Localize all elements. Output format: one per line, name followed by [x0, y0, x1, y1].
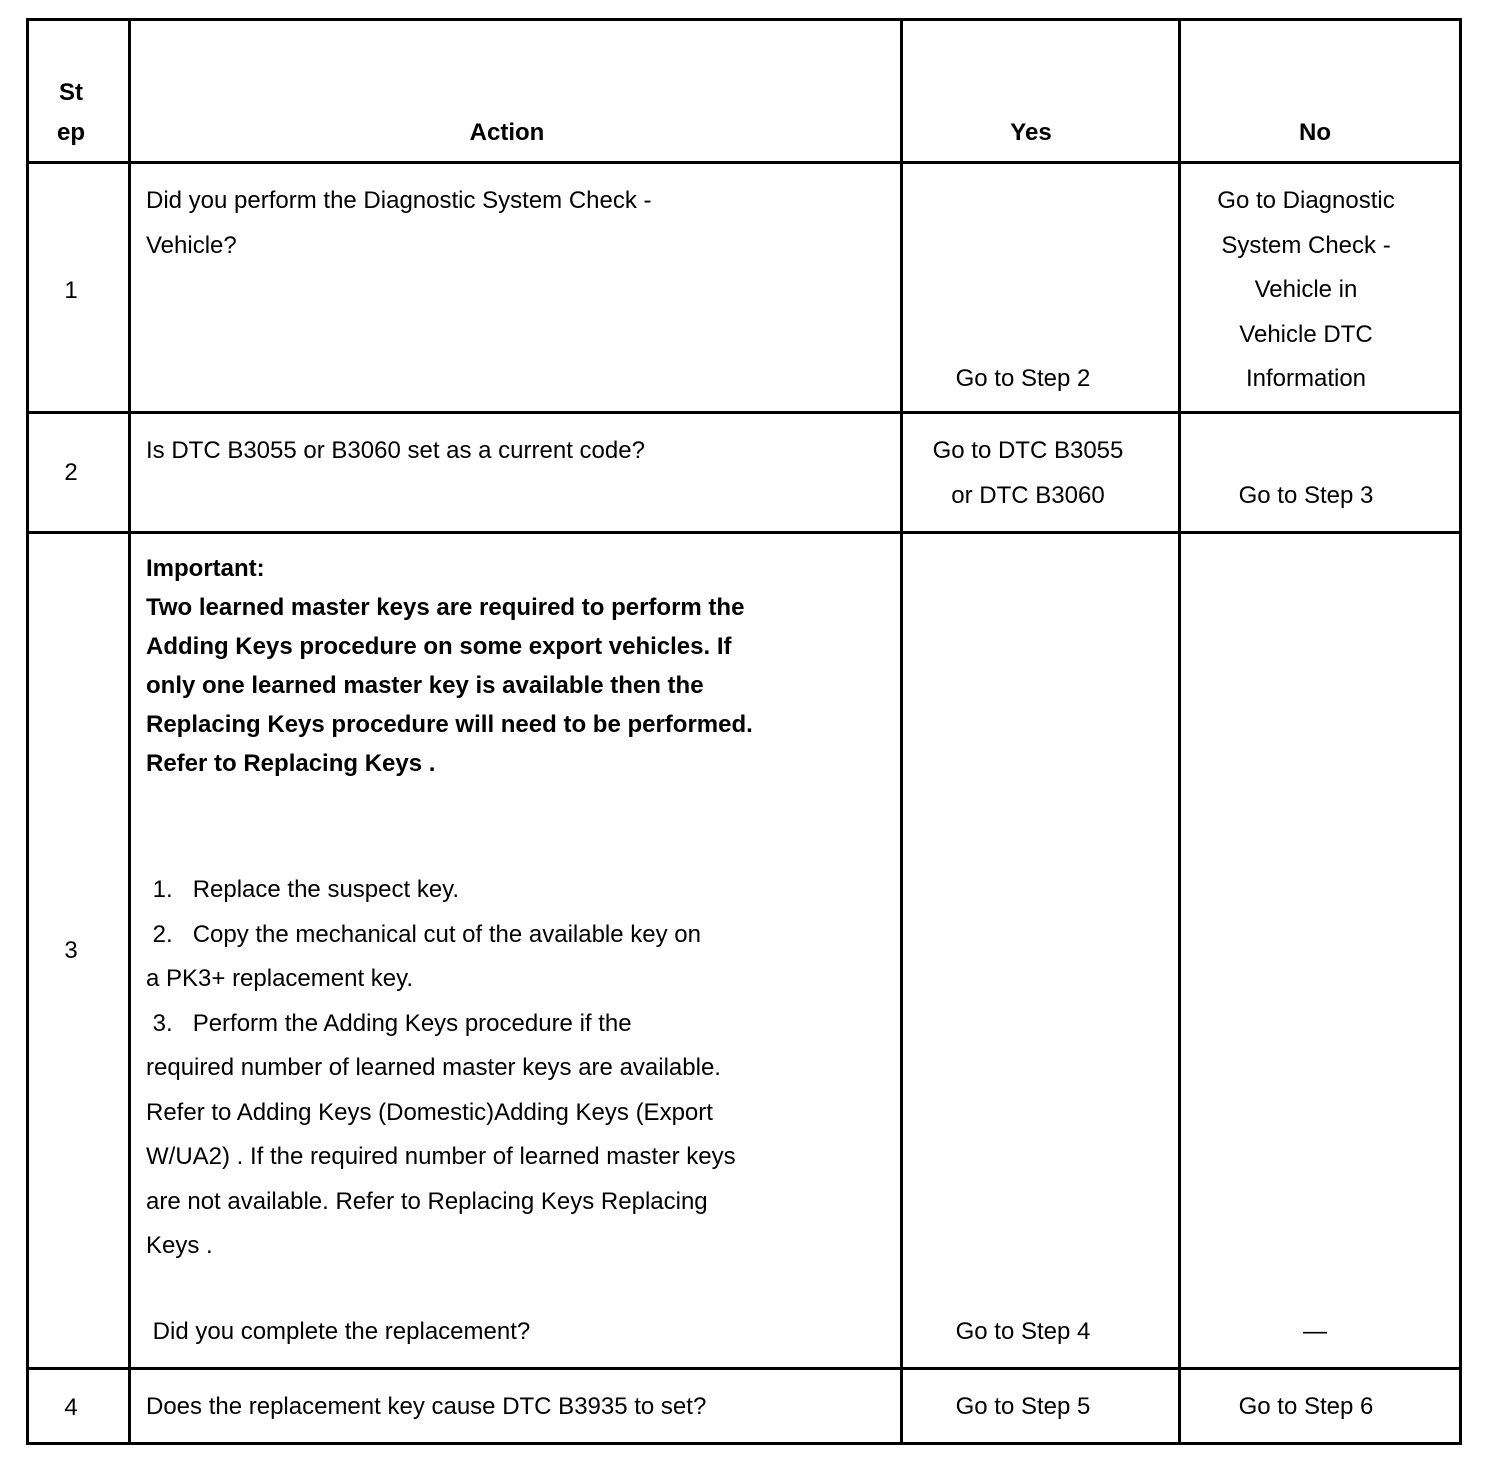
table-border-top	[26, 18, 1462, 21]
row1-step: 1	[64, 277, 78, 304]
row2-step: 2	[64, 459, 78, 486]
row4-yes: Go to Step 5	[955, 1393, 1091, 1420]
row3-important-note: Important: Two learned master keys are required to perform the Adding Keys procedure on some export vehicles. If only one learned master key is available then the Replacing Keys procedure will need to be performed. Refer to Replacing Keys .	[146, 555, 753, 777]
table-rule-header	[26, 161, 1462, 164]
table-rule-row3	[26, 1367, 1462, 1370]
header-no: No	[1299, 119, 1331, 146]
row1-action: Did you perform the Diagnostic System Check - Vehicle?	[146, 187, 652, 259]
row4-action: Does the replacement key cause DTC B3935 to set?	[146, 1393, 707, 1420]
header-action: Action	[469, 119, 545, 146]
table-border-left	[26, 18, 29, 1445]
header-yes: Yes	[1010, 119, 1052, 146]
row4-step: 4	[64, 1394, 78, 1421]
row1-no: Go to Diagnostic System Check - Vehicle in Vehicle DTC Information	[1217, 187, 1395, 392]
row3-procedure: 1. Replace the suspect key. 2. Copy the mechanical cut of the available key on a PK3+ replacement key. 3. Perform the Adding Keys procedure if the required number of learned master keys are available. Refer to Adding Keys (Domestic)Adding Keys (Export W/UA2) . If the required number of learned master keys are not available. Refer to Replacing Keys Replacing Keys .	[146, 876, 736, 1259]
table-rule-row2	[26, 531, 1462, 534]
row3-yes: Go to Step 4	[955, 1318, 1091, 1345]
row3-step: 3	[64, 937, 78, 964]
table-border-bottom	[26, 1442, 1462, 1445]
header-step: St ep	[56, 79, 85, 146]
row1-yes: Go to Step 2	[955, 365, 1091, 392]
diagnostic-table	[26, 18, 1462, 1445]
row2-yes: Go to DTC B3055 or DTC B3060	[932, 437, 1124, 509]
row3-no: —	[1303, 1318, 1327, 1345]
table-rule-col1	[128, 18, 131, 1445]
table-border-right	[1459, 18, 1462, 1445]
table-rule-col2	[900, 18, 903, 1445]
row2-action: Is DTC B3055 or B3060 set as a current code?	[146, 437, 645, 464]
row3-question: Did you complete the replacement?	[146, 1318, 531, 1345]
table-rule-row1	[26, 411, 1462, 414]
row4-no: Go to Step 6	[1238, 1393, 1374, 1420]
row2-no: Go to Step 3	[1238, 482, 1374, 509]
